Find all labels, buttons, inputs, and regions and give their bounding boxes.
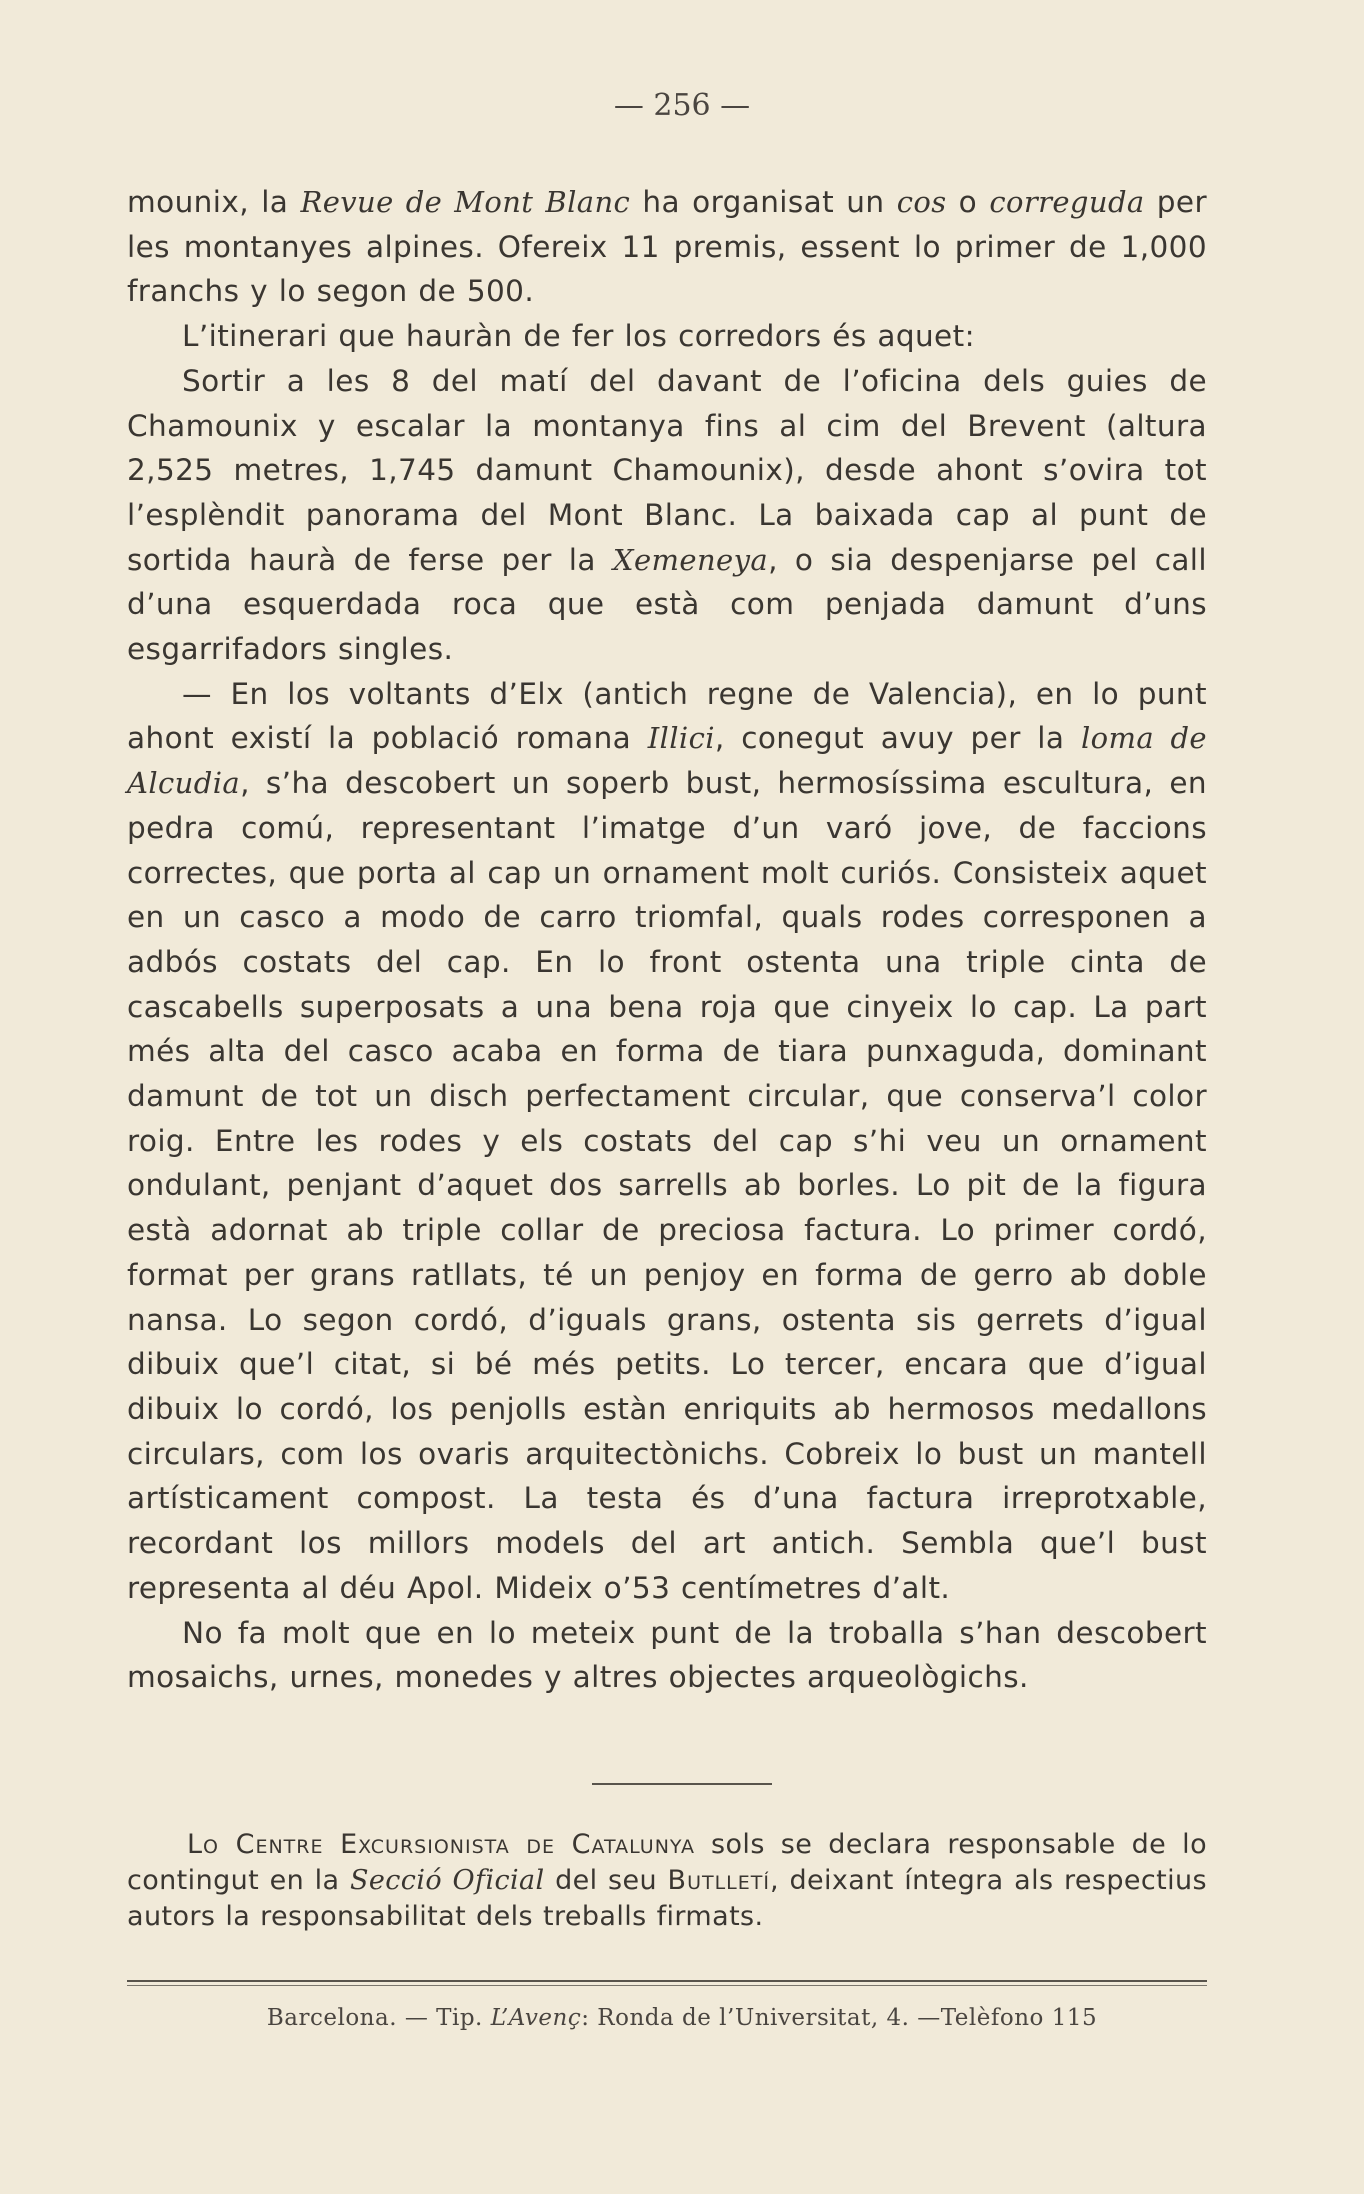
paragraph-p5 bbox=[127, 1611, 1207, 1700]
disclaimer-paragraph bbox=[127, 1827, 1207, 1935]
imprint-suffix: : Ronda de l’Universitat, 4. —Telèfono 115 bbox=[581, 2005, 1098, 2031]
page-number: — 256 — bbox=[613, 88, 751, 123]
italic-run: Xemeneya bbox=[612, 542, 769, 577]
small-caps-run: Butlletí bbox=[667, 1865, 770, 1896]
paragraph-p3 bbox=[127, 359, 1207, 672]
text-run: del seu bbox=[544, 1865, 668, 1896]
text-run: ha organisat un bbox=[630, 185, 897, 219]
paragraph-p2 bbox=[127, 314, 1207, 359]
text-run: mounix, la bbox=[127, 185, 301, 219]
text-run: sols se declara responsable de lo contingut en la bbox=[127, 1829, 1207, 1896]
paragraph-p1 bbox=[127, 180, 1207, 314]
text-run: L’itinerari que hauràn de fer los corredors és aquet: bbox=[182, 319, 975, 354]
footer-rule-thin bbox=[127, 1985, 1207, 1986]
italic-run: loma de Alcudia bbox=[127, 721, 1207, 801]
text-run: No fa molt que en lo meteix punt de la troballa s’han descobert mosaichs, urnes, monedes y altres objectes arqueològichs. bbox=[127, 1615, 1207, 1695]
text-run: Sortir a les 8 del matí del davant de l’oficina dels guies de Chamounix y escalar la montanya fins al cim del Brevent (altura 2,525 metres, 1,745 damunt Chamounix), desde ahont s’ovira tot l’esplèndit panorama del Mont Blanc. La baixada cap al punt de sortida haurà de ferse per la bbox=[127, 363, 1207, 577]
text-run: , s’ha descobert un soperb bust, hermosíssima escultura, en pedra comú, representant l’imatge d’un varó jove, de faccions correctes, que porta al cap un ornament molt curiós. Consisteix aquet en un casco a modo de carro triomfal, quals rodes corresponen a adbós costats del cap. En lo front ostenta una triple cinta de cascabells superposats a una bena roja que cinyeix lo cap. La part més alta del casco acaba en forma de tiara punxaguda, dominant damunt de tot un disch perfectament circular, que conserva’l color roig. Entre les rodes y els costats del cap s’hi veu un ornament ondulant, penjant d’aquet dos sarrells ab borles. Lo pit de la figura està adornat ab triple collar de preciosa factura. Lo primer cordó, format per grans ratllats, té un penjoy en forma de gerro ab doble nansa. Lo segon cordó, d’iguals grans, ostenta sis gerrets d’igual dibuix que’l citat, si bé més petits. Lo tercer, encara que d’igual dibuix lo cordó, los penjolls estàn enriquits ab hermosos medallons circulars, com los ovaris arquitectònichs. Cobreix lo bust un mantell artísticament compost. La testa és d’una factura irreprotxable, recordant los millors models del art antich. Sembla que’l bust representa al déu Apol. Mideix o’53 centímetres d’alt. bbox=[127, 766, 1207, 1605]
italic-run: Revue de Mont Blanc bbox=[300, 185, 631, 219]
imprint-prefix: Barcelona. — Tip. bbox=[266, 2005, 491, 2031]
italic-run: cos bbox=[896, 185, 947, 219]
section-divider bbox=[592, 1783, 772, 1785]
article-body bbox=[127, 180, 1207, 1700]
italic-run: Secció Oficial bbox=[350, 1865, 545, 1896]
text-run: per les montanyes alpines. Ofereix 11 premis, essent lo primer de 1,000 franchs y lo segon de 500. bbox=[127, 185, 1208, 309]
italic-run: Illici bbox=[647, 721, 715, 756]
text-run: o bbox=[946, 185, 990, 219]
small-caps-run: Lo Centre Excursionista de Catalunya bbox=[187, 1829, 696, 1860]
paragraph-p4 bbox=[127, 672, 1207, 1611]
imprint-printer: L’Avenç bbox=[490, 2005, 582, 2031]
text-run: , conegut avuy per la bbox=[714, 721, 1081, 756]
disclaimer-notice bbox=[127, 1827, 1207, 1935]
text-run: , o sia despenjarse pel call d’una esquerdada roca que està com penjada damunt d’uns esgarrifadors singles. bbox=[127, 542, 1208, 667]
footer-rule-thick bbox=[127, 1980, 1207, 1982]
text-run: , deixant íntegra als respectius autors la responsabilitat dels treballs firmats. bbox=[127, 1865, 1208, 1932]
italic-run: correguda bbox=[989, 185, 1145, 219]
text-run: — En los voltants d’Elx (antich regne de Valencia), en lo punt ahont existí la població romana bbox=[127, 676, 1207, 756]
printer-imprint bbox=[0, 2005, 1364, 2031]
